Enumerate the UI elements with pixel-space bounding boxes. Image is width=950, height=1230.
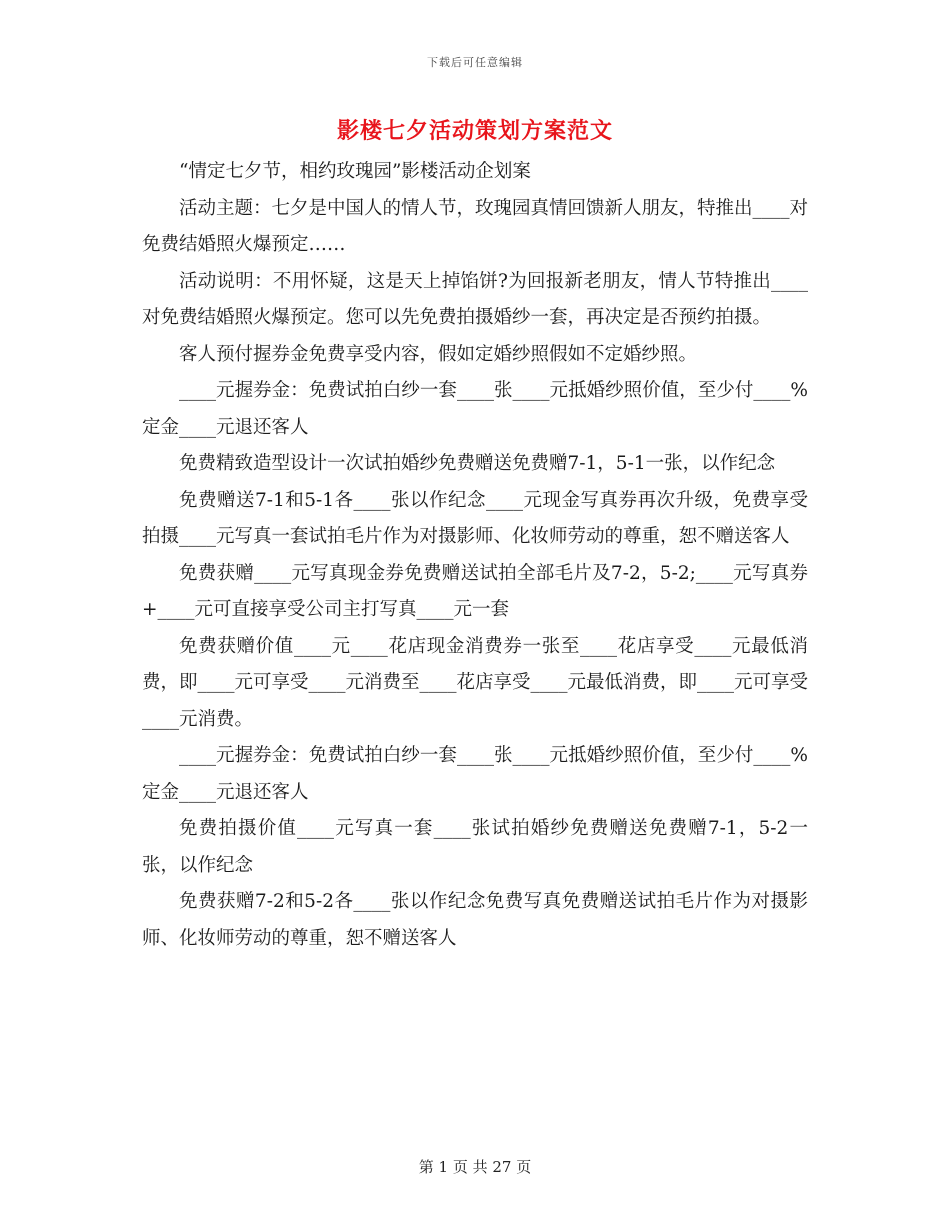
paragraph-florist: 免费获赠价值____元____花店现金消费券一张至____花店享受____元最低消费，即____元可享受____元消费至____花店享受____元最低消费，即____元可享受____元消费。 xyxy=(142,635,809,730)
paragraph-deposit-1: ____元握券金：免费试拍白纱一套____张____元抵婚纱照价值，至少付____%定金____元退还客人 xyxy=(142,380,808,438)
paragraph-photo-set: 免费拍摄价值____元写真一套____张试拍婚纱免费赠送免费赠7-1，5-2一张，以作纪念 xyxy=(142,818,808,876)
paragraph-theme: 活动主题：七夕是中国人的情人节，玫瑰园真情回馈新人朋友，特推出____对免费结婚照火爆预定…… xyxy=(142,197,809,255)
paragraph-gift-1: 免费赠送7-1和5-1各____张以作纪念____元现金写真券再次升级，免费享受拍摄____元写真一套试拍毛片作为对摄影师、化妆师劳动的尊重，恕不赠送客人 xyxy=(142,489,808,547)
paragraph-description: 活动说明：不用怀疑，这是天上掉馅饼?为回报新老朋友，情人节特推出____对免费结婚照火爆预定。您可以先免费拍摄婚纱一套，再决定是否预约拍摄。 xyxy=(142,270,808,328)
paragraph-prepay: 客人预付握券金免费享受内容，假如定婚纱照假如不定婚纱照。 xyxy=(179,343,698,365)
document-body xyxy=(142,154,808,957)
paragraph-subtitle: “情定七夕节，相约玫瑰园”影楼活动企划案 xyxy=(179,161,531,182)
paragraph-gift-3: 免费获赠7-2和5-2各____张以作纪念免费写真免费赠送试拍毛片作为对摄影师、化妆师劳动的尊重，恕不赠送客人 xyxy=(142,891,808,949)
paragraph-deposit-2: ____元握券金：免费试拍白纱一套____张____元抵婚纱照价值，至少付____%定金____元退还客人 xyxy=(142,745,808,803)
paragraph-styling: 免费精致造型设计一次试拍婚纱免费赠送免费赠7-1，5-1一张，以作纪念 xyxy=(179,453,776,474)
header-note: 下载后可任意编辑 xyxy=(427,56,523,69)
page-footer: 第 1 页 共 27 页 xyxy=(418,1158,532,1176)
paragraph-gift-2: 免费获赠____元写真现金券免费赠送试拍全部毛片及7-2，5-2;____元写真券+____元可直接享受公司主打写真____元一套 xyxy=(142,562,808,620)
document-title: 影楼七夕活动策划方案范文 xyxy=(336,118,613,144)
